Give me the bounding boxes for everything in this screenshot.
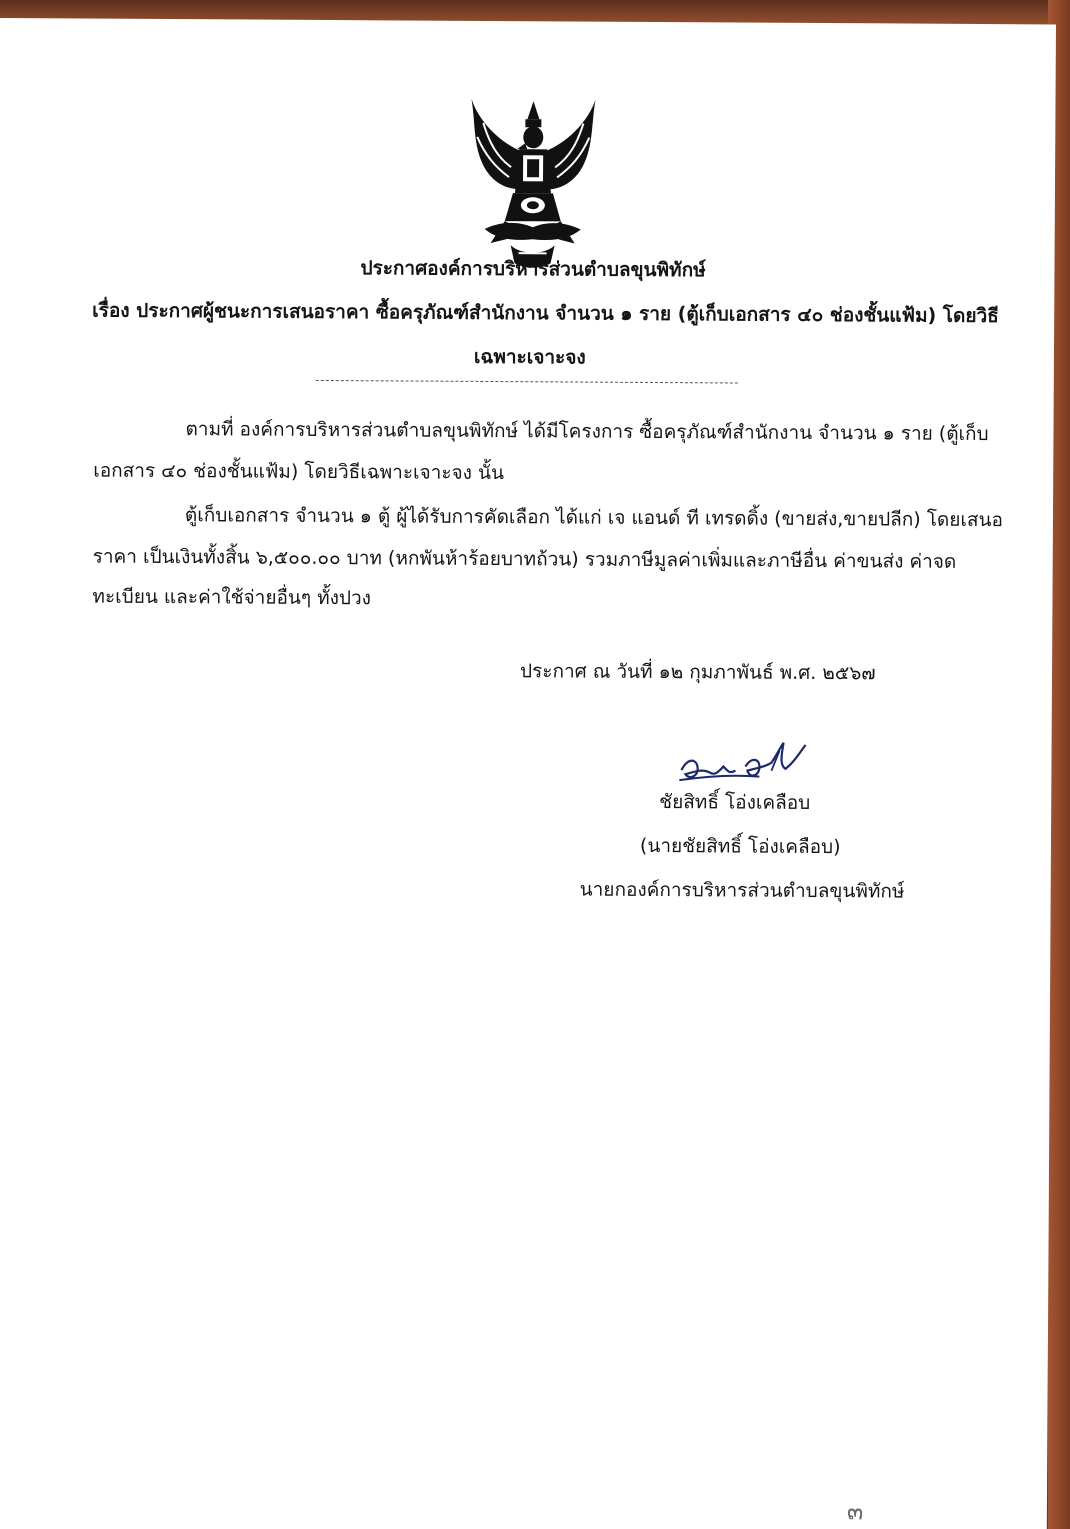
subject-line-2: เฉพาะเจาะจง bbox=[473, 345, 586, 369]
announcement-date: ประกาศ ณ วันที่ ๑๒ กุมภาพันธ์ พ.ศ. ๒๕๖๗ bbox=[519, 660, 876, 685]
title-divider bbox=[316, 380, 738, 384]
document-page bbox=[0, 18, 1056, 1529]
paragraph-1-line-2: เอกสาร ๔๐ ช่องชั้นแฟ้ม) โดยวิธีเฉพาะเจาะจง นั้น bbox=[93, 459, 505, 485]
garuda-emblem-icon bbox=[460, 93, 605, 274]
subject-line-1: เรื่อง ประกาศผู้ชนะการเสนอราคา ซื้อครุภัณฑ์สำนักงาน จำนวน ๑ ราย (ตู้เก็บเอกสาร ๔๐ ช่องชั้นแฟ้ม) โดยวิธี bbox=[92, 299, 999, 328]
paragraph-1-line-1: ตามที่ องค์การบริหารส่วนตำบลขุนพิทักษ์ ได้มีโครงการ ซื้อครุภัณฑ์สำนักงาน จำนวน ๑ ราย (ตู้เก็บ bbox=[185, 418, 989, 446]
page-mark: ๓ bbox=[846, 1497, 864, 1526]
signatory-position: นายกองค์การบริหารส่วนตำบลขุนพิทักษ์ bbox=[579, 878, 905, 903]
paragraph-2-line-2: ราคา เป็นเงินทั้งสิ้น ๖,๕๐๐.๐๐ บาท (หกพันห้าร้อยบาทถ้วน) รวมภาษีมูลค่าเพิ่มและภาษีอื่น ค่าขนส่ง ค่าจด bbox=[92, 545, 957, 573]
announcement-title: ประกาศองค์การบริหารส่วนตำบลขุนพิทักษ์ bbox=[360, 257, 706, 282]
paragraph-2-line-3: ทะเบียน และค่าใช้จ่ายอื่นๆ ทั้งปวง bbox=[92, 585, 372, 610]
signatory-full-name: (นายชัยสิทธิ์ โอ่งเคลือบ) bbox=[639, 834, 841, 859]
signatory-name: ชัยสิทธิ์ โอ่งเคลือบ bbox=[659, 791, 811, 814]
paragraph-2-line-1: ตู้เก็บเอกสาร จำนวน ๑ ตู้ ผู้ได้รับการคัดเลือก ได้แก่ เจ แอนด์ ที เทรดดิ้ง (ขายส่ง,ขายปลีก) โดยเสนอ bbox=[184, 504, 1004, 532]
